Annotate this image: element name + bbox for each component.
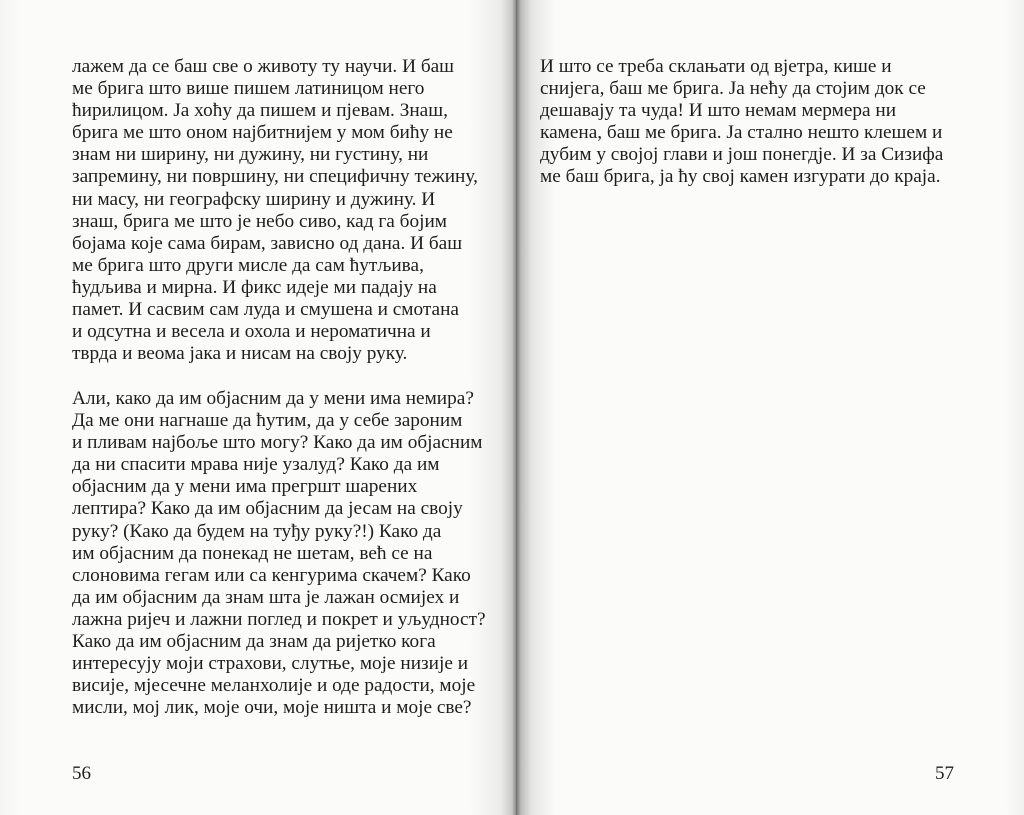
text-line: брига ме што оном најбитнијем у мом бићу не bbox=[72, 122, 453, 144]
text-line: да им објасним да знам шта је лажан осмијех и bbox=[72, 586, 460, 608]
text-line: памет. И сасвим сам луда и смушена и смотана bbox=[72, 299, 459, 321]
text-line: ме брига што више пишем латиницом него bbox=[72, 78, 425, 100]
text-line: ни масу, ни географску ширину и дужину. И bbox=[72, 188, 436, 210]
page-number: 57 bbox=[935, 763, 954, 784]
page-number: 56 bbox=[72, 763, 91, 784]
paragraph bbox=[540, 56, 943, 189]
text-line: камена, баш ме брига. Ја стално нешто клешем и bbox=[540, 122, 943, 144]
text-line: знаш, брига ме што је небо сиво, кад га бојим bbox=[72, 210, 447, 232]
text-line: лажна ријеч и лажни поглед и покрет и уљудност? bbox=[72, 608, 486, 630]
text-line: Да ме они нагнаше да ћутим, да у себе зароним bbox=[72, 410, 463, 432]
text-line: запремину, ни површину, ни специфичну тежину, bbox=[72, 166, 478, 188]
text-line: објасним да у мени има прегршт шарених bbox=[72, 476, 418, 498]
text-line: ћудљива и мирна. И фикс идеје ми падају на bbox=[72, 276, 437, 298]
paragraph bbox=[72, 388, 486, 719]
text-line: тврда и веома јака и нисам на своју руку. bbox=[72, 343, 408, 365]
text-line: дешавају та чуда! И што немам мермера ни bbox=[540, 100, 897, 122]
text-line: снијега, баш ме брига. Ја нећу да стојим док се bbox=[540, 78, 926, 100]
text-line: Како да им објасним да знам да ријетко кога bbox=[72, 631, 436, 653]
text-line: лептира? Како да им објасним да јесам на своју bbox=[72, 498, 463, 520]
text-line: ме баш брига, ја ћу свој камен изгурати до краја. bbox=[540, 166, 941, 188]
text-line: слоновима гегам или са кенгурима скачем? Како bbox=[72, 564, 471, 586]
text-line: лажем да се баш све о животу ту научи. И баш bbox=[72, 56, 455, 77]
text-line: руку? (Како да будем на туђу руку?!) Како да bbox=[72, 520, 442, 542]
text-line: И што се треба склањати од вјетра, кише и bbox=[540, 56, 892, 77]
text-line: да ни спасити мрава није узалуд? Како да им bbox=[72, 454, 440, 476]
text-line: и пливам најбоље што могу? Како да им објасним bbox=[72, 432, 483, 454]
text-line: бојама које сама бирам, зависно од дана. И баш bbox=[72, 232, 463, 254]
text-line: интересују моји страхови, слутње, моје низије и bbox=[72, 653, 469, 675]
text-line: ћирилицом. Ја хоћу да пишем и пјевам. Знаш, bbox=[72, 100, 448, 122]
right-page bbox=[516, 0, 1024, 815]
text-line: и одсутна и весела и охола и нероматична и bbox=[72, 321, 431, 343]
text-line: дубим у својој глави и још понегдје. И за Сизифа bbox=[540, 144, 944, 166]
paragraph bbox=[72, 56, 478, 365]
text-line: им објасним да понекад не шетам, већ се на bbox=[72, 542, 433, 564]
text-line: мисли, мој лик, моје очи, моје ништа и моје све? bbox=[72, 697, 472, 719]
text-line: Али, како да им објасним да у мени има немира? bbox=[72, 388, 474, 409]
text-line: знам ни ширину, ни дужину, ни густину, ни bbox=[72, 144, 429, 166]
text-line: ме брига што други мисле да сам ћутљива, bbox=[72, 254, 424, 276]
text-line: висије, мјесечне меланхолије и оде радости, моје bbox=[72, 675, 476, 697]
